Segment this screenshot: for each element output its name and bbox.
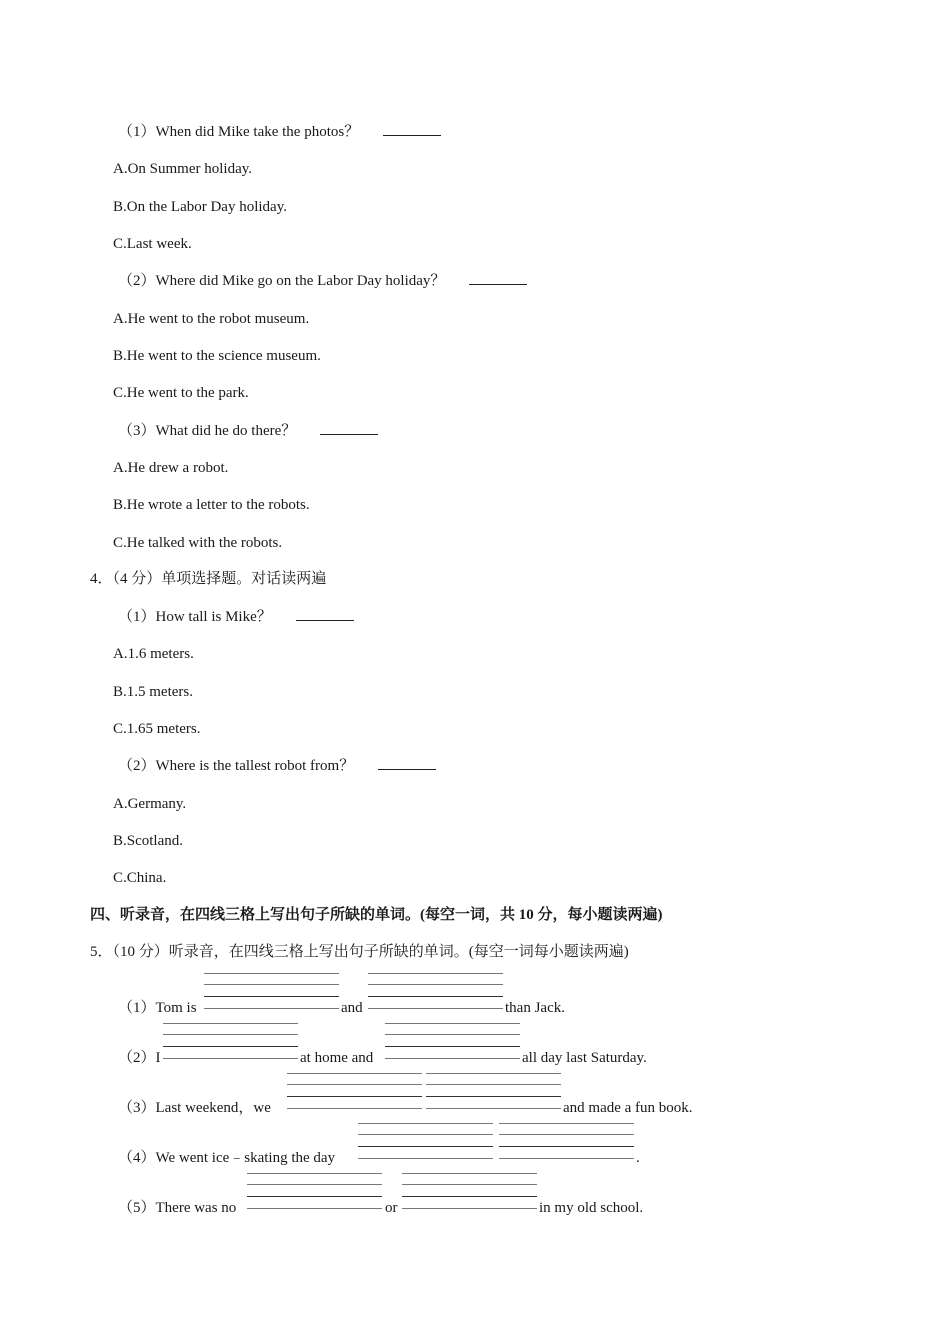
q4-2-option-a[interactable]: A.Germany.: [113, 796, 187, 812]
q5-sentence-4-end: .: [636, 1150, 640, 1166]
q5-heading: 5．（10 分）听录音，在四线三格上写出句子所缺的单词。(每空一词每小题读两遍): [90, 944, 629, 960]
q4-2-option-c[interactable]: C.China.: [113, 870, 167, 886]
q5-sentence-1: （1）Tom is: [118, 1000, 197, 1016]
q3-3-option-c[interactable]: C.He talked with the robots.: [113, 535, 283, 551]
q5-sentence-3-end: and made a fun book.: [563, 1100, 693, 1116]
q3-1-option-a[interactable]: A.On Summer holiday.: [113, 161, 253, 177]
q3-3-option-a[interactable]: A.He drew a robot.: [113, 460, 229, 476]
q5-sentence-1-middle: and: [341, 1000, 363, 1016]
answer-blank[interactable]: [320, 422, 378, 435]
q3-1-prompt: （1）When did Mike take the photos？: [118, 123, 441, 141]
q3-2-option-a[interactable]: A.He went to the robot museum.: [113, 311, 310, 327]
q3-2-prompt: （2）Where did Mike go on the Labor Day holiday？: [118, 272, 527, 290]
q4-1-prompt: （1）How tall is Mike？: [118, 608, 354, 626]
q5-sentence-2-end: all day last Saturday.: [522, 1050, 647, 1066]
q3-2-option-b[interactable]: B.He went to the science museum.: [113, 348, 321, 364]
q3-3-option-b[interactable]: B.He wrote a letter to the robots.: [113, 497, 310, 513]
writing-grid[interactable]: [204, 973, 339, 1013]
writing-grid[interactable]: [358, 1123, 493, 1163]
q5-sentence-1-end: than Jack.: [505, 1000, 565, 1016]
section-4-title: 四、听录音，在四线三格上写出句子所缺的单词。(每空一词，共 10 分，每小题读两遍): [90, 907, 663, 923]
q4-1-option-c[interactable]: C.1.65 meters.: [113, 721, 201, 737]
q3-1-option-c[interactable]: C.Last week.: [113, 236, 192, 252]
writing-grid[interactable]: [247, 1173, 382, 1213]
q5-sentence-5-middle: or: [385, 1200, 398, 1216]
writing-grid[interactable]: [385, 1023, 520, 1063]
q5-sentence-5: （5）There was no: [118, 1200, 237, 1216]
q3-1-option-b[interactable]: B.On the Labor Day holiday.: [113, 199, 287, 215]
writing-grid[interactable]: [402, 1173, 537, 1213]
writing-grid[interactable]: [426, 1073, 561, 1113]
writing-grid[interactable]: [287, 1073, 422, 1113]
q4-1-option-a[interactable]: A.1.6 meters.: [113, 646, 194, 662]
writing-grid[interactable]: [163, 1023, 298, 1063]
answer-blank[interactable]: [296, 608, 354, 621]
q5-sentence-2-middle: at home and: [300, 1050, 374, 1066]
q3-3-prompt: （3）What did he do there？: [118, 422, 378, 440]
q4-heading: 4．（4 分）单项选择题。对话读两遍: [90, 571, 327, 587]
q4-2-option-b[interactable]: B.Scotland.: [113, 833, 183, 849]
q5-sentence-2: （2）I: [118, 1050, 161, 1066]
writing-grid[interactable]: [368, 973, 503, 1013]
q5-sentence-3: （3）Last weekend，we: [118, 1100, 271, 1116]
answer-blank[interactable]: [383, 123, 441, 136]
q4-2-prompt: （2）Where is the tallest robot from？: [118, 757, 436, 775]
answer-blank[interactable]: [469, 272, 527, 285]
writing-grid[interactable]: [499, 1123, 634, 1163]
q5-sentence-4: （4）We went ice﹣skating the day: [118, 1150, 336, 1166]
answer-blank[interactable]: [378, 757, 436, 770]
q5-sentence-5-end: in my old school.: [539, 1200, 644, 1216]
q3-2-option-c[interactable]: C.He went to the park.: [113, 385, 249, 401]
q4-1-option-b[interactable]: B.1.5 meters.: [113, 684, 193, 700]
